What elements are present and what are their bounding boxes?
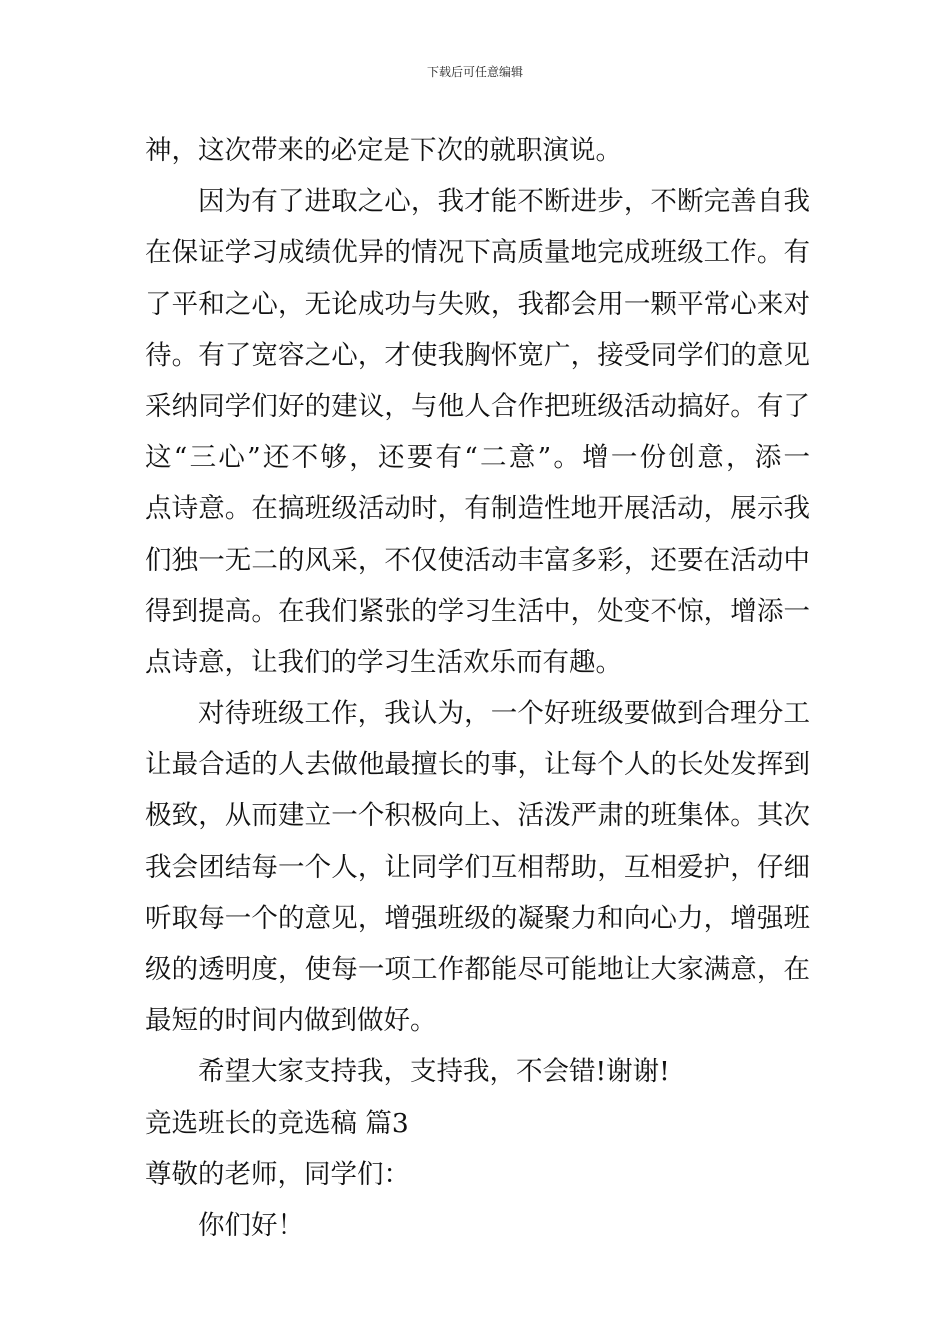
text-line: 神，这次带来的必定是下次的就职演说。 (145, 135, 622, 166)
text-line: 我会团结每一个人，让同学们互相帮助，互相爱护，仔细 (145, 851, 810, 883)
greeting: 你们好！ (198, 1209, 304, 1241)
text-line: 让最合适的人去做他最擅长的事，让每个人的长处发挥到 (145, 749, 810, 781)
text-line: 采纳同学们好的建议，与他人合作把班级活动搞好。有了 (145, 390, 810, 422)
document-body (145, 125, 810, 1251)
text-line: 了平和之心，无论成功与失败，我都会用一颗平常心来对 (145, 288, 810, 320)
text-line: 听取每一个的意见，增强班级的凝聚力和向心力，增强班 (145, 902, 810, 934)
salutation: 尊敬的老师，同学们： (145, 1158, 410, 1190)
paragraph-first-line: 对待班级工作，我认为，一个好班级要做到合理分工 (198, 698, 810, 730)
text-line: 待。有了宽容之心，才使我胸怀宽广，接受同学们的意见 (145, 339, 810, 371)
page-header: 下载后可任意编辑 (426, 65, 523, 79)
text-line: 极致，从而建立一个积极向上、活泼严肃的班集体。其次 (145, 800, 810, 832)
text-line: 级的透明度，使每一项工作都能尽可能地让大家满意，在 (145, 954, 810, 985)
paragraph-first-line: 因为有了进取之心，我才能不断进步，不断完善自我 (198, 186, 810, 218)
text-line: 点诗意，让我们的学习生活欢乐而有趣。 (145, 646, 622, 678)
text-line: 最短的时间内做到做好。 (145, 1005, 437, 1037)
text-line: 们独一无二的风采，不仅使活动丰富多彩，还要在活动中 (145, 544, 810, 576)
text-line: 得到提高。在我们紧张的学习生活中，处变不惊，增添一 (145, 595, 810, 627)
text-line: 在保证学习成绩优异的情况下高质量地完成班级工作。有 (145, 237, 810, 269)
closing-line: 希望大家支持我，支持我，不会错!谢谢! (198, 1056, 670, 1088)
text-line: 这“三心”还不够，还要有“二意”。增一份创意，添一 (145, 442, 810, 474)
section-heading: 竞选班长的竞选稿 篇3 (145, 1107, 409, 1139)
text-line: 点诗意。在搞班级活动时，有制造性地开展活动，展示我 (145, 493, 810, 525)
